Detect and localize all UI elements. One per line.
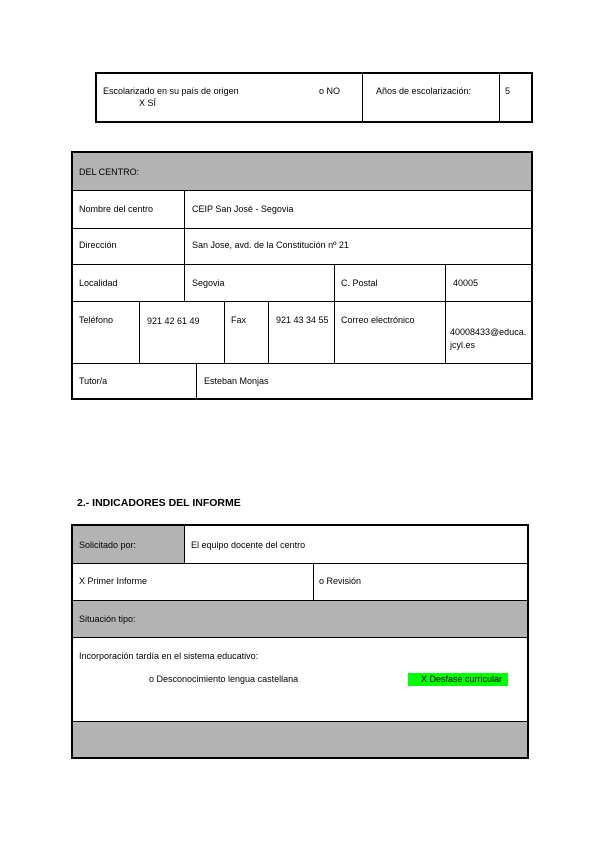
situation-label: Situación tipo: [79, 614, 136, 624]
divider [139, 301, 140, 363]
revision-option: o Revisión [319, 576, 362, 586]
schooling-option-yes: X SÍ [139, 98, 157, 108]
divider [362, 74, 363, 121]
tutor-label: Tutor/a [79, 376, 108, 386]
divider [184, 190, 185, 301]
fax-label: Fax [231, 315, 247, 325]
postal-value: 40005 [453, 278, 479, 288]
center-name-value: CEIP San José - Segovia [192, 204, 294, 214]
divider [73, 301, 531, 302]
fax-value: 921 43 34 55 [276, 315, 329, 325]
curricular-option: X Desfase curricular [421, 674, 503, 684]
late-incorporation-label: Incorporación tardía en el sistema educativo: [79, 651, 259, 661]
requested-label: Solicitado por: [79, 540, 137, 550]
schooling-option-no: o NO [319, 86, 341, 96]
divider [73, 190, 531, 191]
city-value: Segovia [192, 278, 225, 288]
divider [224, 301, 225, 363]
address-label: Dirección [79, 240, 117, 250]
divider [73, 563, 527, 564]
postal-label: C. Postal [341, 278, 378, 288]
divider [73, 363, 531, 364]
schooling-table [95, 72, 533, 123]
schooling-label: Escolarizado en su país de origen [103, 86, 239, 96]
centro-header-bg [73, 153, 531, 190]
centro-table [71, 151, 533, 400]
centro-header: DEL CENTRO: [79, 167, 140, 177]
language-option: o Desconocimiento lengua castellana [149, 674, 299, 684]
email-value: 40008433@educa. [450, 327, 527, 337]
section-title: 2.- INDICADORES DEL INFORME [77, 497, 241, 509]
requested-value: El equipo docente del centro [191, 540, 306, 550]
divider [313, 563, 314, 600]
divider [184, 526, 185, 563]
divider [268, 301, 269, 363]
divider [73, 637, 527, 638]
divider [334, 264, 335, 363]
divider [499, 74, 500, 121]
tutor-value: Esteban Monjas [204, 376, 269, 386]
divider [196, 363, 197, 400]
address-value: San Jose, avd. de la Constitución nº 21 [192, 240, 349, 250]
situation-header-bg [73, 601, 527, 637]
years-value: 5 [505, 86, 511, 96]
first-report-option: X Primer Informe [79, 576, 148, 586]
phone-label: Teléfono [79, 315, 114, 325]
center-name-label: Nombre del centro [79, 204, 154, 214]
footer-bg [73, 722, 527, 757]
phone-value: 921 42 61 49 [147, 316, 200, 326]
email-value-continued: jcyl.es [450, 340, 476, 350]
years-label: Años de escolarización: [376, 86, 472, 96]
divider [73, 264, 531, 265]
city-label: Localidad [79, 278, 118, 288]
divider [73, 228, 531, 229]
email-label: Correo electrónico [341, 315, 415, 325]
divider [445, 264, 446, 363]
indicadores-table [71, 524, 529, 759]
